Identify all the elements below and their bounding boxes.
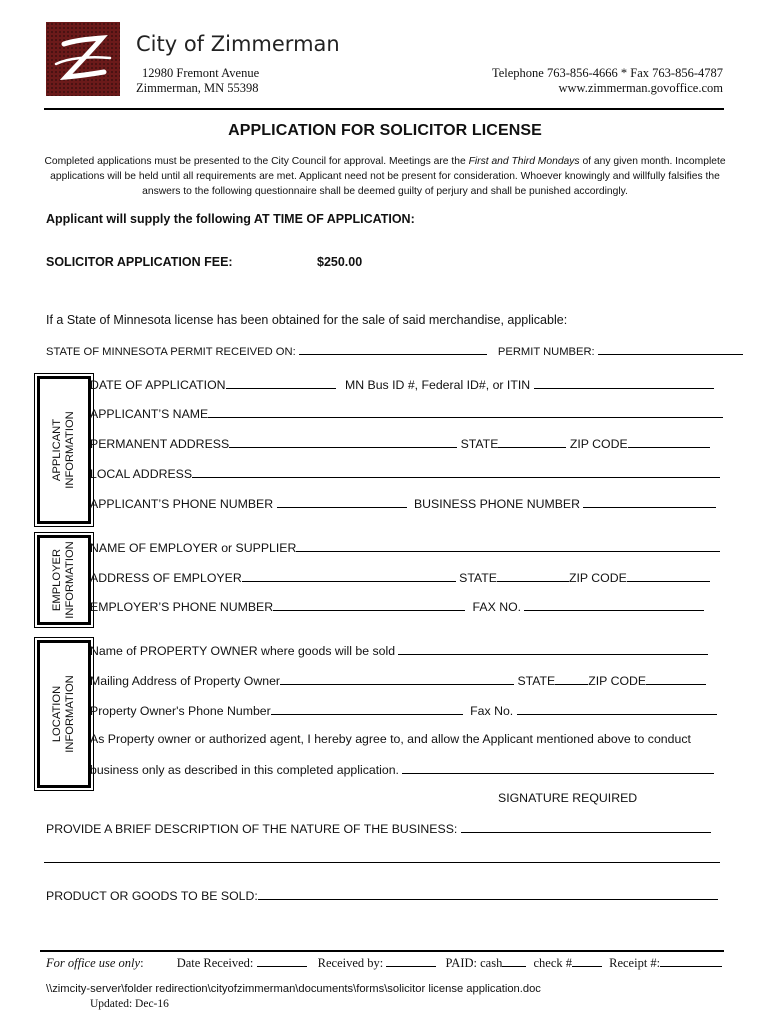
row-applicant-phone: APPLICANT’S PHONE NUMBER BUSINESS PHONE NUMBER [90, 496, 716, 511]
check-field[interactable] [572, 955, 602, 967]
intro-paragraph: Completed applications must be presented to the City Council for approval. Meetings are the First and Third Mondays of any given month. Incomplete applications will be held until all requirements are met. Applicant need not be present for consideration. Whoever knowingly and willfully falsifies the answers to the following questionnaire shall be deemed guilty of perjury and shall be punished accordingly. [44, 156, 726, 197]
form-title: APPLICATION FOR SOLICITOR LICENSE [228, 122, 542, 139]
file-path: \\zimcity-server\folder redirection\cityofzimmerman\documents\forms\solicitor license application.doc [46, 983, 541, 995]
applicant-zip-field[interactable] [628, 436, 710, 448]
property-owner-field[interactable] [398, 643, 708, 655]
paid-cash-field[interactable] [502, 955, 526, 967]
row-local-address: LOCAL ADDRESS [90, 466, 720, 481]
updated-date: Updated: Dec-16 [90, 998, 169, 1010]
office-use-row: For office use only: Date Received: Received by: PAID: cash check # Receipt #: [46, 955, 722, 971]
applicant-name-field[interactable] [208, 406, 723, 418]
employer-name-field[interactable] [296, 540, 720, 552]
phone-fax: Telephone 763-856-4666 * Fax 763-856-4787 [491, 66, 723, 80]
owner-fax-field[interactable] [517, 703, 717, 715]
business-description-line2[interactable] [44, 862, 720, 863]
location-section-box [37, 640, 91, 788]
row-employer-phone: EMPLOYER’S PHONE NUMBER FAX NO. [90, 599, 704, 614]
permit-received-row: STATE OF MINNESOTA PERMIT RECEIVED ON: PERMIT NUMBER: [46, 343, 743, 358]
local-address-field[interactable] [192, 466, 720, 478]
row-business-description: PROVIDE A BRIEF DESCRIPTION OF THE NATURE OF THE BUSINESS: [46, 821, 711, 836]
employer-zip-field[interactable] [627, 570, 710, 582]
row-owner-phone: Property Owner's Phone Number Fax No. [90, 703, 717, 718]
row-applicant-name: APPLICANT’S NAME [90, 406, 723, 421]
address-line1: 12980 Fremont Avenue [142, 66, 260, 80]
address-line2: Zimmerman, MN 55398 [136, 81, 259, 95]
received-by-field[interactable] [386, 955, 436, 967]
owner-zip-field[interactable] [646, 673, 706, 685]
employer-address-field[interactable] [242, 570, 456, 582]
date-received-field[interactable] [257, 955, 307, 967]
location-section-label: LOCATION INFORMATION [51, 675, 76, 753]
business-phone-field[interactable] [583, 496, 716, 508]
row-property-owner: Name of PROPERTY OWNER where goods will be sold [90, 643, 708, 658]
employer-section-label: EMPLOYER INFORMATION [51, 541, 76, 619]
city-name: City of Zimmerman [136, 32, 340, 56]
fee-label: SOLICITOR APPLICATION FEE: [46, 255, 233, 269]
row-owner-mailing: Mailing Address of Property Owner STATE ZIP CODE [90, 673, 706, 688]
applicant-section-box [37, 376, 91, 524]
signature-required: SIGNATURE REQUIRED [498, 791, 638, 805]
employer-fax-field[interactable] [524, 599, 704, 611]
row-products: PRODUCT OR GOODS TO BE SOLD: [46, 888, 718, 903]
owner-state-field[interactable] [555, 673, 588, 685]
row-permanent-address: PERMANENT ADDRESS STATE ZIP CODE [90, 436, 710, 451]
permit-number-field[interactable] [598, 343, 743, 355]
owner-signature-field[interactable] [402, 762, 714, 774]
website: www.zimmerman.govoffice.com [558, 81, 723, 95]
city-logo [46, 22, 120, 96]
employer-state-field[interactable] [497, 570, 569, 582]
business-description-field[interactable] [461, 821, 711, 833]
date-of-application-field[interactable] [226, 377, 336, 389]
applicant-section-label: APPLICANT INFORMATION [51, 411, 76, 489]
state-license-note: If a State of Minnesota license has been obtained for the sale of said merchandise, applicable: [46, 313, 568, 327]
office-divider [40, 950, 724, 952]
fee-value: $250.00 [317, 255, 363, 269]
products-field[interactable] [258, 888, 718, 900]
employer-phone-field[interactable] [273, 599, 465, 611]
row-agreement-line2: business only as described in this completed application. [90, 762, 714, 777]
applicant-state-field[interactable] [498, 436, 566, 448]
owner-mailing-field[interactable] [280, 673, 514, 685]
agreement-line1: As Property owner or authorized agent, I hereby agree to, and allow the Applicant mentioned above to conduct [90, 732, 691, 746]
header-divider [44, 108, 724, 110]
bus-id-field[interactable] [534, 377, 714, 389]
z-logo-icon [46, 22, 120, 96]
supply-heading: Applicant will supply the following AT TIME OF APPLICATION: [46, 212, 415, 226]
permanent-address-field[interactable] [229, 436, 457, 448]
row-date-of-application: DATE OF APPLICATION MN Bus ID #, Federal ID#, or ITIN [90, 377, 714, 392]
employer-section-box [37, 535, 91, 625]
applicant-phone-field[interactable] [277, 496, 407, 508]
receipt-field[interactable] [660, 955, 722, 967]
owner-phone-field[interactable] [271, 703, 463, 715]
row-employer-name: NAME OF EMPLOYER or SUPPLIER [90, 540, 720, 555]
row-employer-address: ADDRESS OF EMPLOYER STATE ZIP CODE [90, 570, 710, 585]
permit-received-field[interactable] [299, 343, 487, 355]
